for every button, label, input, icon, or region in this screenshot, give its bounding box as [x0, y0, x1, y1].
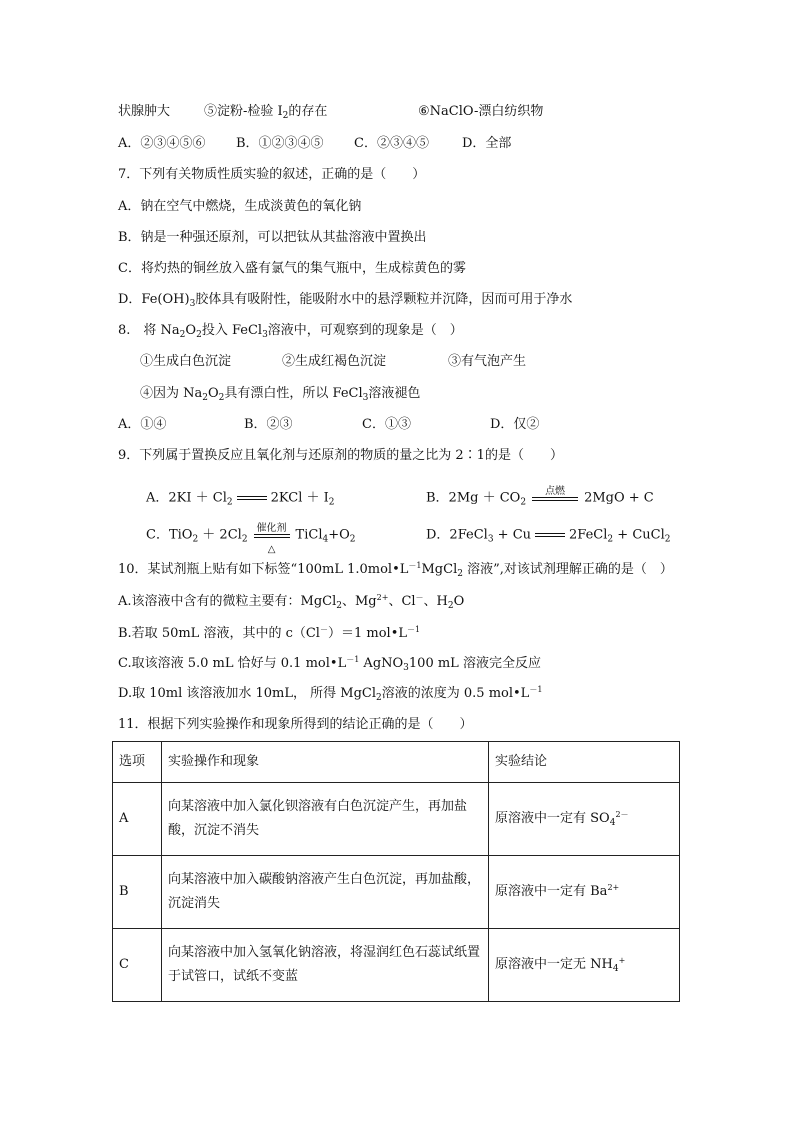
q9-option-b: B．$2Mg + CO_2$ 点燃 2MgO + C — [426, 486, 654, 508]
table-row — [113, 783, 680, 856]
reaction-condition: 点燃 — [530, 490, 580, 506]
q7-option-d: D．$Fe(OH)_3$胶体具有吸附性，能吸附水中的悬浮颗粒并沉降，因而可用于净水 — [118, 292, 573, 309]
table-row — [113, 856, 680, 929]
q6-answer-b: B．①②③④⑤ — [236, 136, 324, 151]
q10-option-c: C.取该溶液 5.0 mL 恰好与 0.1 $mol•L^{-1}$ AgNO$_3$100 mL 溶液完全反应 — [118, 655, 541, 673]
header-option: 选项 — [113, 742, 162, 783]
row-operation: 向某溶液中加入碳酸钠溶液产生白色沉淀，再加盐酸，沉淀消失 — [162, 856, 489, 929]
q8-answer-d: D．仅② — [490, 417, 540, 432]
q8-stem: 8. 将 $Na_2O_2$投入 FeCl$_3$溶液中，可观察到的现象是（ ） — [118, 323, 463, 340]
header-conclusion: 实验结论 — [489, 742, 680, 783]
table-row — [113, 929, 680, 1002]
header-operation: 实验操作和现象 — [162, 742, 489, 783]
q8-phenomenon-3: ③有气泡产生 — [448, 354, 527, 369]
q7-option-a: A．钠在空气中燃烧，生成淡黄色的氧化钠 — [118, 199, 362, 214]
reaction-condition: 催化剂 △ — [252, 527, 292, 543]
q8-answer-c: C．①③ — [362, 417, 411, 432]
q8-phenomenon-2: ②生成红褐色沉淀 — [282, 354, 387, 369]
q6-answer-a: A．②③④⑤⑥ — [118, 136, 206, 151]
q6-answer-d: D．全部 — [462, 136, 512, 151]
q6-option-6: ⑥NaClO-漂白纺织物 — [418, 104, 544, 119]
q8-phenomenon-1: ①生成白色沉淀 — [140, 354, 232, 369]
q10-option-d: D.取 10ml 该溶液加水 10mL， 所得 MgCl$_2$溶液的浓度为 0.5 $mol•L^{-1}$ — [118, 685, 543, 703]
row-conclusion: 原溶液中一定有 $Ba^{2+}$ — [489, 856, 680, 929]
equal-sign — [237, 490, 267, 506]
q11-table — [112, 741, 680, 1002]
q6-continuation — [118, 104, 170, 120]
q7-stem: 7．下列有关物质性质实验的叙述，正确的是（ ） — [118, 167, 426, 182]
row-option: A — [113, 783, 162, 856]
row-operation: 向某溶液中加入氢氧化钠溶液，将湿润红色石蕊试纸置于试管口，试纸不变蓝 — [162, 929, 489, 1002]
q8-answer-b: B．②③ — [244, 417, 293, 432]
q8-phenomenon-4: ④因为 $Na_2O_2$具有漂白性，所以 FeCl$_3$溶液褪色 — [140, 386, 421, 403]
q9-option-d: D．2FeCl$_3$ + Cu 2FeCl$_2$ + CuCl$_2$ — [426, 527, 671, 545]
q9-option-c: C．$TiO_2 + 2Cl_2$ 催化剂 △ $TiCl_4+O_2$ — [146, 523, 356, 555]
row-conclusion: 原溶液中一定无 $NH_4^+$ — [489, 929, 680, 1002]
q6-answer-c: C．②③④⑤ — [354, 136, 429, 151]
q11-stem: 11．根据下列实验操作和现象所得到的结论正确的是（ ） — [118, 717, 473, 732]
q9-option-a: A．$2KI + Cl_2$ $2KCl + I_2$ — [146, 490, 335, 508]
q10-option-b: B.若取 50mL 溶液，其中的 c（Cl－）＝1 $mol•L^{-1}$ — [118, 625, 421, 641]
equal-sign — [535, 527, 565, 543]
row-option: B — [113, 856, 162, 929]
row-conclusion: 原溶液中一定有 $SO_4^{2-}$ — [489, 783, 680, 856]
q8-answer-a: A．①④ — [118, 417, 167, 432]
table-header-row — [113, 742, 680, 783]
q10-stem: 10．某试剂瓶上贴有如下标签“100mL $1.0mol•L^{-1}MgCl_2$ 溶液”,对该试剂理解正确的是（ ） — [118, 561, 673, 579]
q7-option-c: C．将灼热的铜丝放入盛有氯气的集气瓶中，生成棕黄色的雾 — [118, 261, 466, 276]
text: 状腺肿大 — [118, 104, 171, 119]
q9-stem: 9．下列属于置换反应且氧化剂与还原剂的物质的量之比为 2∶1的是（ ） — [118, 448, 563, 463]
row-operation: 向某溶液中加入氯化钡溶液有白色沉淀产生，再加盐酸，沉淀不消失 — [162, 783, 489, 856]
q7-option-b: B．钠是一种强还原剂，可以把钛从其盐溶液中置换出 — [118, 230, 427, 245]
q6-option-5: ⑤淀粉-检验 $I_2$的存在 — [204, 104, 328, 121]
q10-option-a: A.该溶液中含有的微粒主要有：MgCl$_2$、$Mg^{2+}$、Cl－、$H_2O$ — [118, 593, 465, 611]
row-option: C — [113, 929, 162, 1002]
